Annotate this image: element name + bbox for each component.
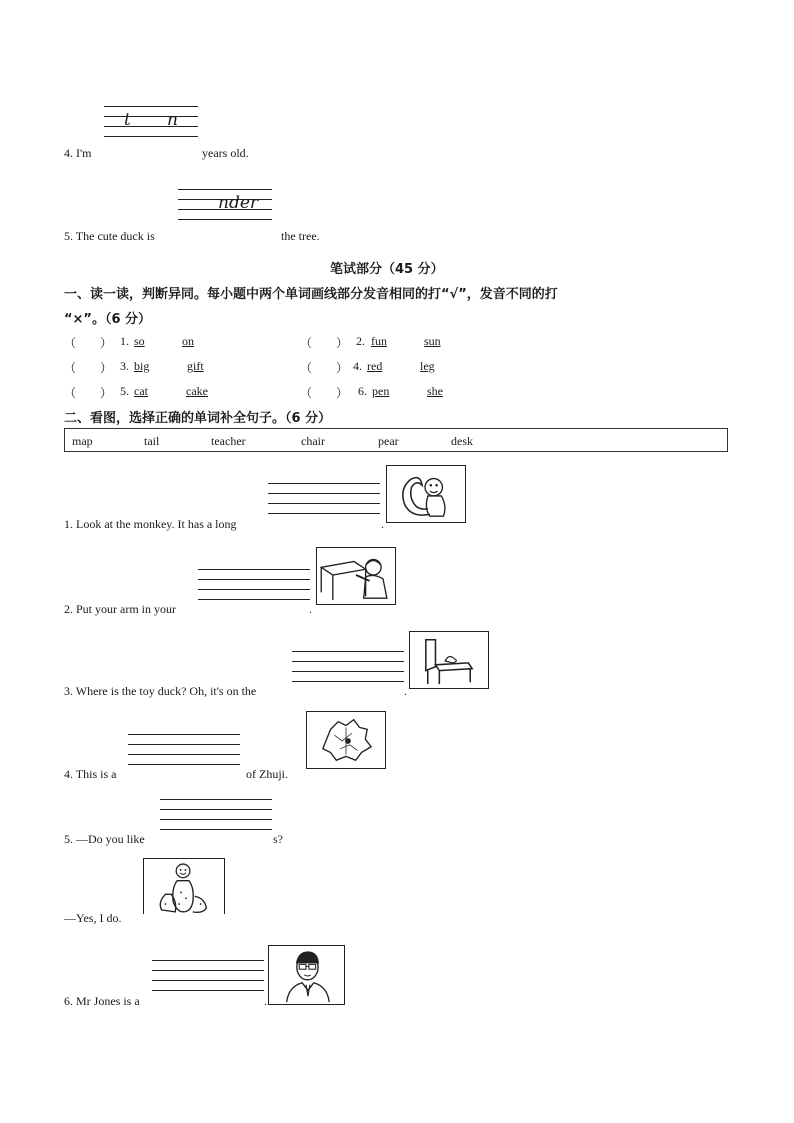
section1-title-cont: “×”。（6 分）: [64, 312, 152, 327]
s2-q6-text: 6. Mr Jones is a: [64, 994, 140, 1008]
answer-lines-q6[interactable]: [152, 960, 264, 1000]
s2-q2-text: 2. Put your arm in your: [64, 602, 176, 616]
s2-q5-end: s?: [273, 832, 283, 846]
answer-paren-3[interactable]: （ ）: [64, 361, 113, 375]
item-number-3: 3.: [120, 359, 129, 373]
word-bank-item: tail: [144, 434, 160, 448]
chair-picture: [409, 631, 489, 689]
written-heading: 笔试部分（45 分）: [330, 262, 444, 277]
word-cat: cat: [134, 384, 148, 398]
item-number-6: 6.: [358, 384, 367, 398]
answer-paren-2[interactable]: （ ）: [300, 336, 349, 350]
section1-title: 一、读一读，判断异同。每小题中两个单词画线部分发音相同的打“√”，发音不同的打: [64, 287, 558, 302]
word-pen: pen: [372, 384, 390, 398]
map-picture: [306, 711, 386, 769]
word-she: she: [427, 384, 443, 398]
word-fun: fun: [371, 334, 387, 348]
word-so: so: [134, 334, 145, 348]
q5-text: 5. The cute duck is: [64, 229, 155, 243]
answer-lines-q3[interactable]: [292, 651, 404, 691]
section2-title: 二、看图，选择正确的单词补全句子。（6 分）: [64, 411, 332, 426]
answer-lines-q4[interactable]: [128, 734, 240, 774]
word-bank: [64, 428, 728, 452]
word-gift: gift: [187, 359, 204, 373]
word-big: big: [134, 359, 150, 373]
monkey-picture: [386, 465, 466, 523]
hint-letter-t: t: [124, 110, 131, 130]
s2-q6-end: .: [264, 994, 267, 1008]
hint-letter-n: n: [167, 110, 178, 130]
item-number-1: 1.: [120, 334, 129, 348]
answer-lines-q5[interactable]: [160, 799, 272, 839]
q4-text: 4. I'm: [64, 146, 92, 160]
word-cake: cake: [186, 384, 208, 398]
word-bank-item: pear: [378, 434, 399, 448]
word-on: on: [182, 334, 194, 348]
s2-q1-text: 1. Look at the monkey. It has a long: [64, 517, 237, 531]
item-number-4: 4.: [353, 359, 362, 373]
answer-paren-5[interactable]: （ ）: [64, 386, 113, 400]
q5-after: the tree.: [281, 229, 320, 243]
s2-q3-text: 3. Where is the toy duck? Oh, it's on the: [64, 684, 257, 698]
s2-q2-end: .: [309, 602, 312, 616]
answer-paren-6[interactable]: （ ）: [300, 386, 349, 400]
desk-picture: [316, 547, 396, 605]
word-bank-item: desk: [451, 434, 473, 448]
hint-letters-nder: nder: [218, 193, 259, 213]
pear-picture: [143, 858, 225, 914]
s2-q4-end: of Zhuji.: [246, 767, 288, 781]
word-red: red: [367, 359, 383, 373]
answer-lines-q1[interactable]: [268, 483, 380, 523]
word-leg: leg: [420, 359, 435, 373]
s2-q5-text: 5. —Do you like: [64, 832, 145, 846]
item-number-2: 2.: [356, 334, 365, 348]
s2-q4-text: 4. This is a: [64, 767, 117, 781]
writing-lines-q4[interactable]: [104, 106, 198, 146]
answer-paren-4[interactable]: （ ）: [300, 361, 349, 375]
answer-paren-1[interactable]: （ ）: [64, 336, 113, 350]
teacher-picture: [268, 945, 345, 1005]
word-sun: sun: [424, 334, 441, 348]
answer-lines-q2[interactable]: [198, 569, 310, 609]
item-number-5: 5.: [120, 384, 129, 398]
q4-after: years old.: [202, 146, 249, 160]
word-bank-item: chair: [301, 434, 325, 448]
s2-q5-answer: —Yes, I do.: [64, 911, 122, 925]
s2-q1-end: .: [381, 517, 384, 531]
word-bank-item: map: [72, 434, 93, 448]
s2-q3-end: .: [404, 684, 407, 698]
word-bank-item: teacher: [211, 434, 246, 448]
